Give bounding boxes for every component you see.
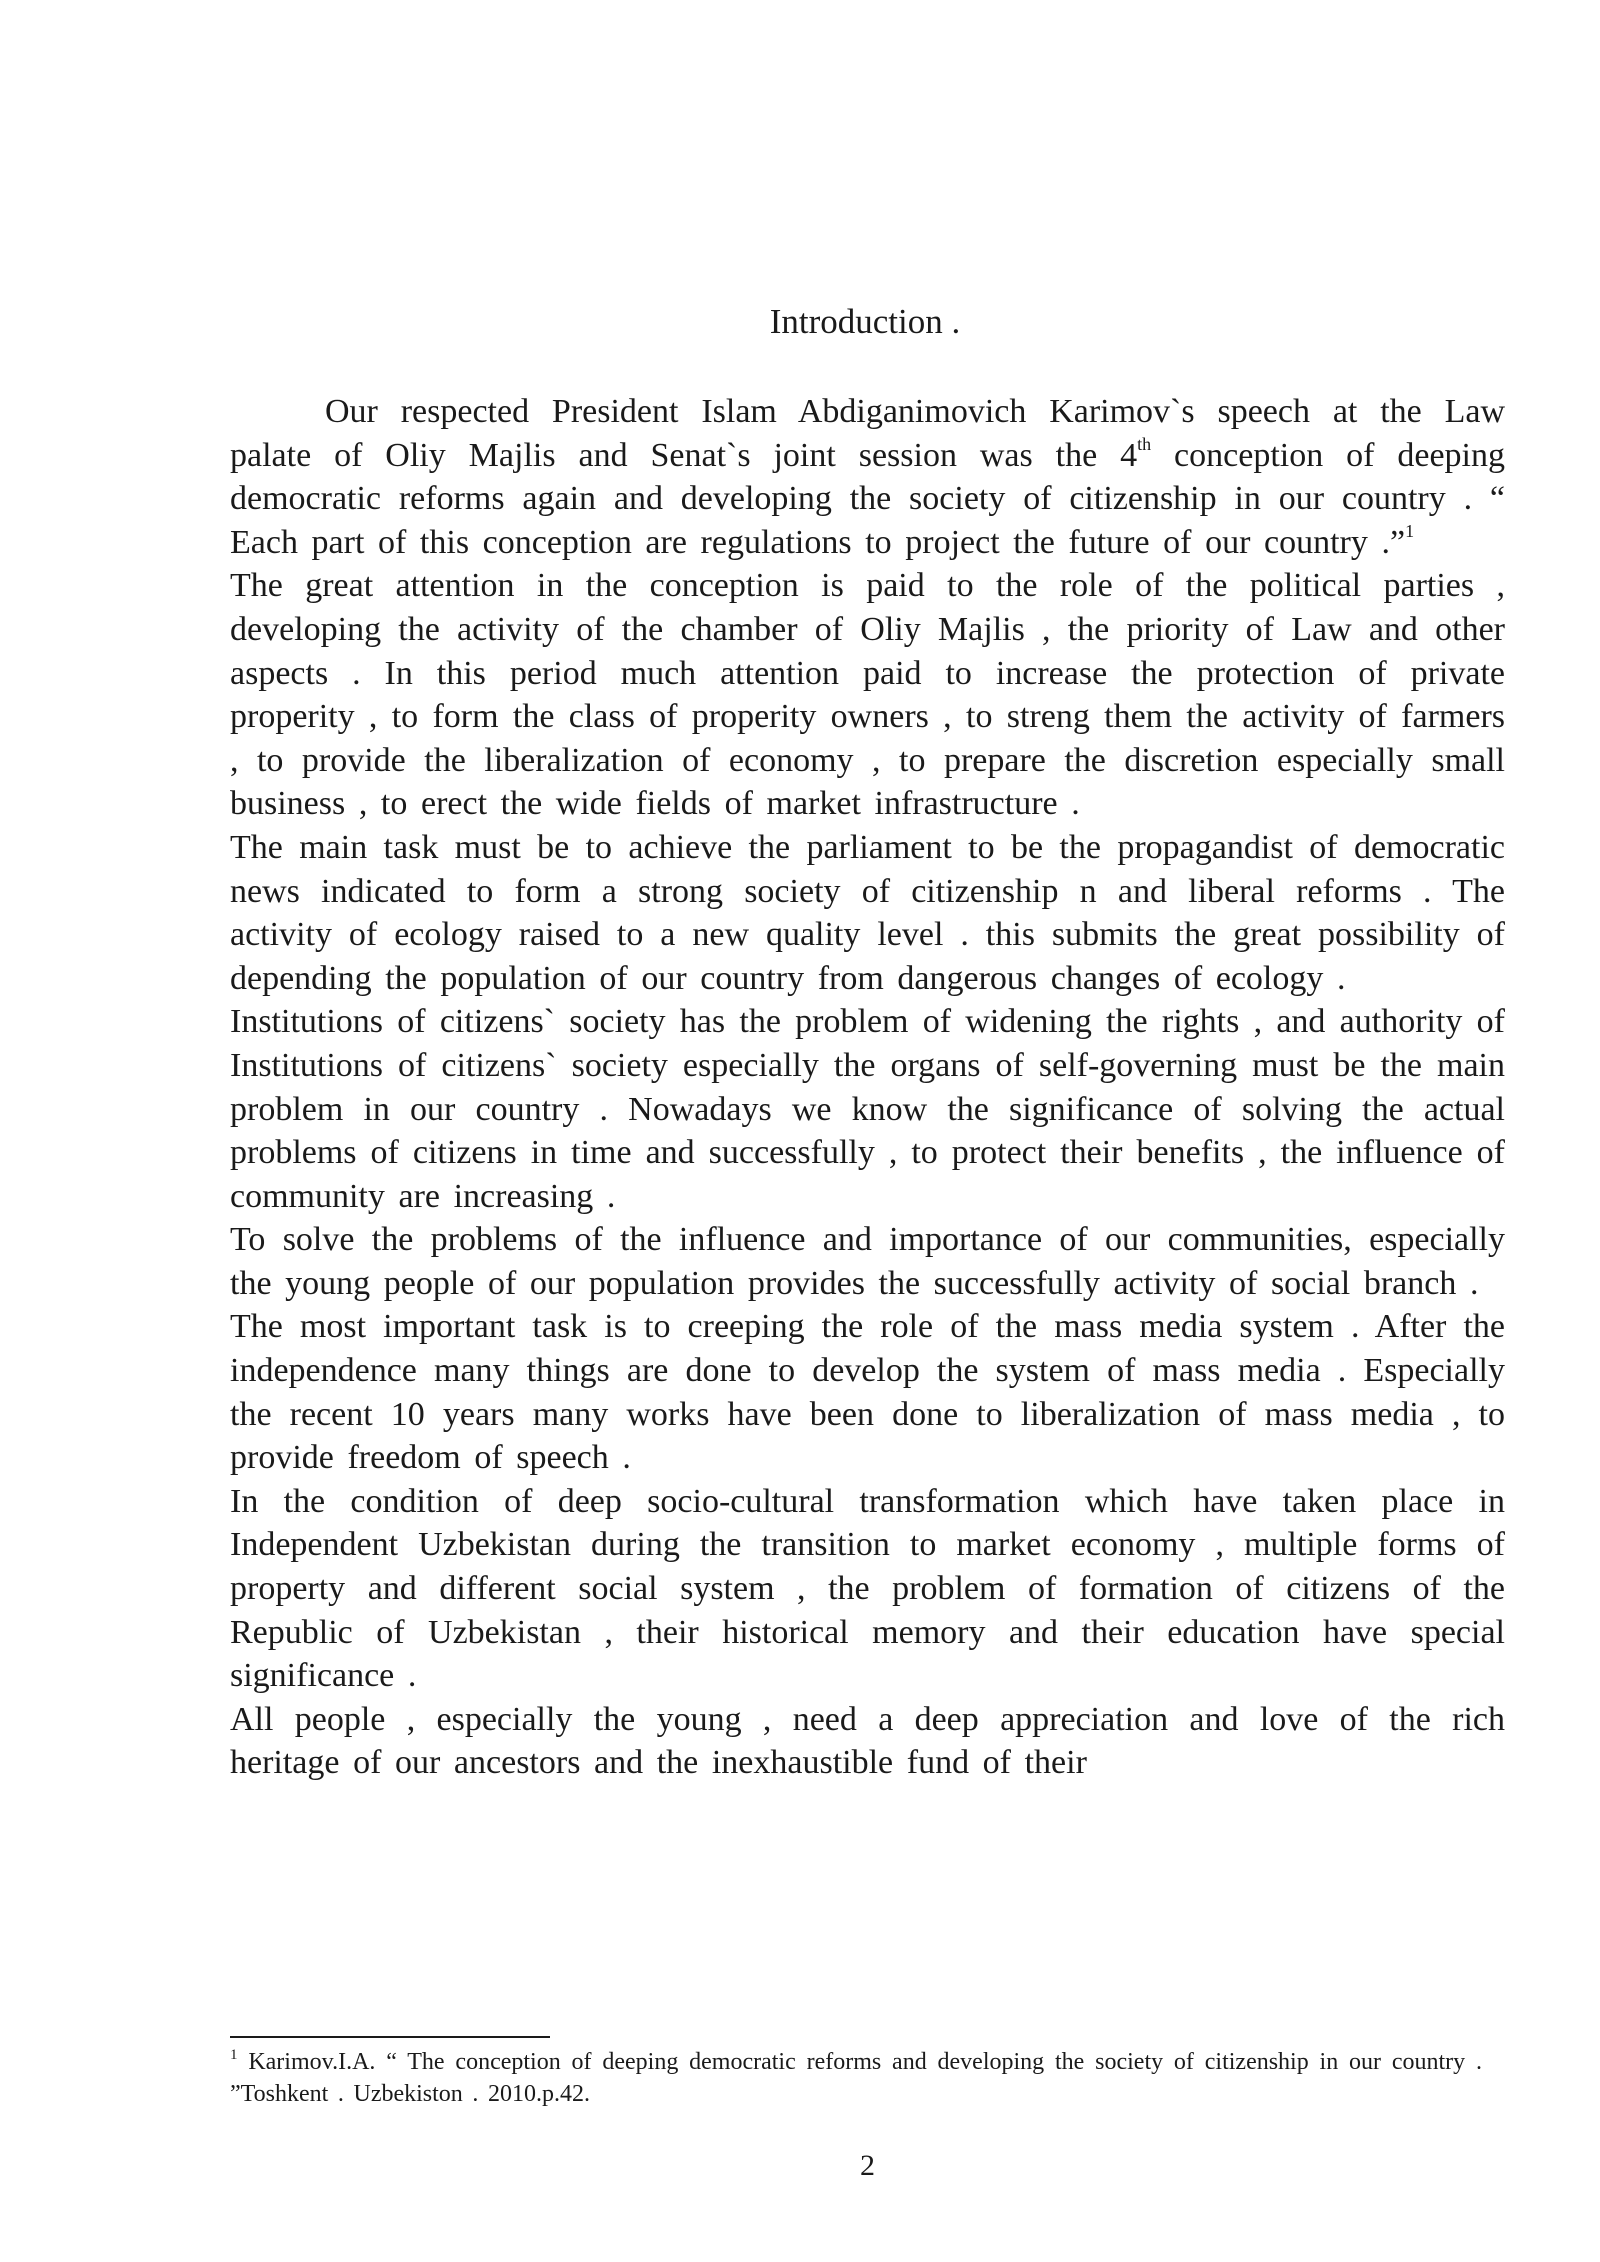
paragraph-2: The great attention in the conception is paid to the role of the political parties , developing the activity of the chamber of Oliy Majlis , the priority of Law and other aspects . In this period much attention paid to increase the protection of private properity , to form the class of properity owners , to streng them the activity of farmers , to provide the liberalization of economy , to prepare the discretion especially small business , to erect the wide fields of market infrastructure . [230,567,1505,823]
paragraph-1-text-start: Our respected President Islam Abdiganimovich Karimov`s speech at the Law palate of Oliy Majlis and Senat`s joint session was the 4 [230,393,1505,474]
body-text [230,390,1505,1785]
paragraph-6: The most important task is to creeping the role of the mass media system . After the independence many things are done to develop the system of mass media . Especially the recent 10 years many works have been done to liberalization of mass media , to provide freedom of speech . [230,1308,1505,1477]
ordinal-suffix: th [1137,433,1152,454]
footnote-separator [230,2036,550,2038]
paragraph-7: In the condition of deep socio-cultural transformation which have taken place in Independent Uzbekistan during the transition to market economy , multiple forms of property and different social system , the problem of formation of citizens of the Republic of Uzbekistan , their historical memory and their education have special significance . [230,1482,1505,1695]
paragraph-1 [230,390,1505,564]
paragraph-5: To solve the problems of the influence and importance of our communities, especially the young people of our population provides the successfully activity of social branch . [230,1221,1505,1302]
paragraph-8: All people , especially the young , need a deep appreciation and love of the rich heritage of our ancestors and the inexhaustible fund of their [230,1700,1505,1782]
page-number: 2 [860,2149,875,2182]
paragraph-1-text-end: conception of deeping democratic reforms again and developing the society of citizenship in our country . “ Each part of this conception are regulations to project the future of our country .” [230,436,1505,561]
footnote-number: 1 [230,2047,238,2063]
page-title: Introduction . [769,302,961,341]
footnote-text: Karimov.I.A. “ The conception of deeping democratic reforms and developing the society of citizenship in our country . ”Toshkent . Uzbekiston . 2010.p.42. [230,2049,1482,2107]
paragraph-3: The main task must be to achieve the parliament to be the propagandist of democratic news indicated to form a strong society of citizenship n and liberal reforms . The activity of ecology raised to a new quality level . this submits the great possibility of depending the population of our country from dangerous changes of ecology . [230,828,1505,997]
footnote [230,2046,1482,2110]
paragraph-4: Institutions of citizens` society has the problem of widening the rights , and authority of Institutions of citizens` society especially the organs of self-governing must be the main problem in our country . Nowadays we know the significance of solving the actual problems of citizens in time and successfully , to protect their benefits , the influence of community are increasing . [230,1003,1505,1215]
footnote-reference[interactable]: 1 [1405,520,1415,541]
